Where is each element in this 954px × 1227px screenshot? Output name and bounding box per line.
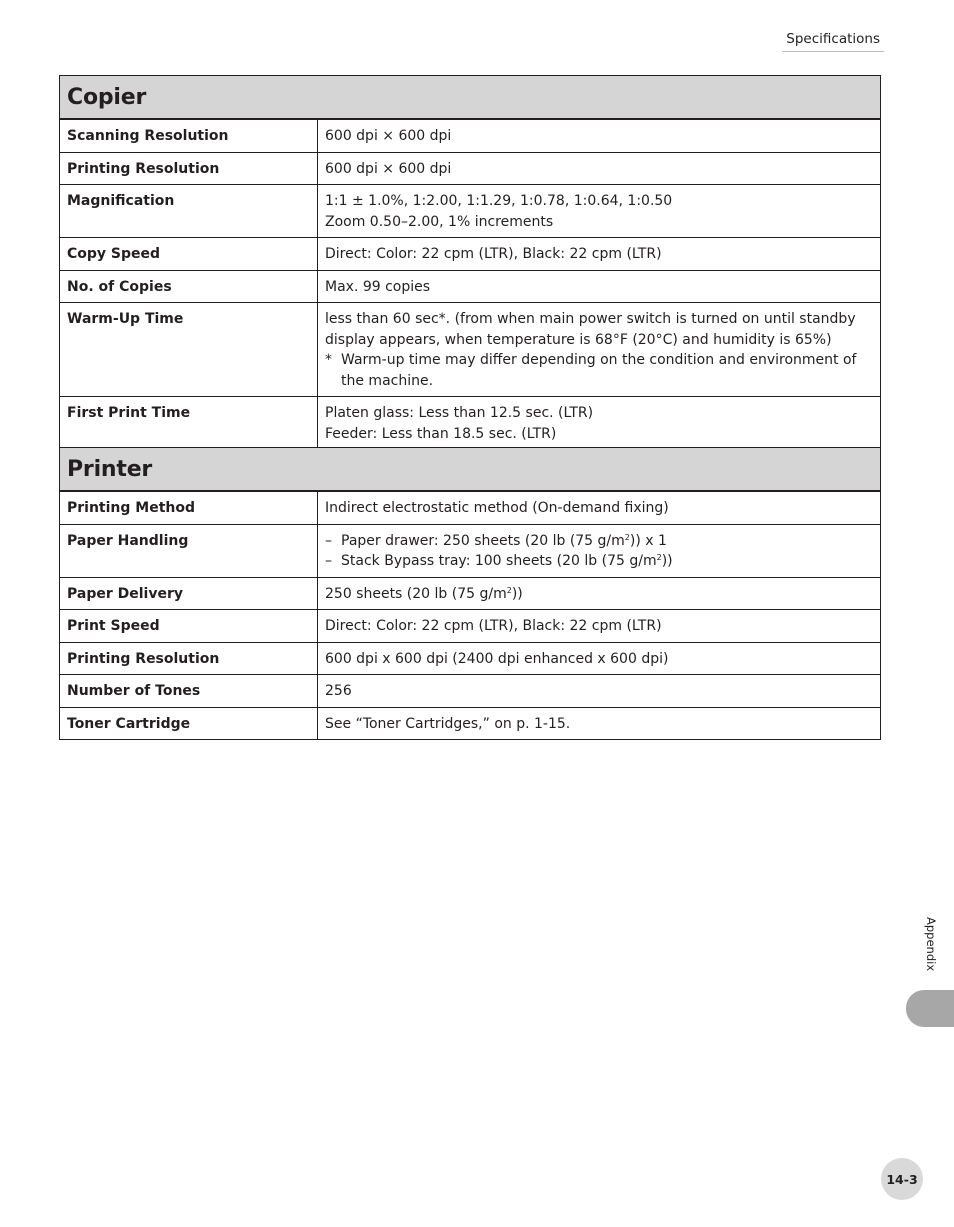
row-label: Printing Resolution [60, 643, 318, 675]
row-value [318, 578, 880, 610]
value-line: Zoom 0.50–2.00, 1% increments [325, 213, 554, 230]
value-line: 256 [325, 683, 352, 699]
table-row [60, 302, 880, 396]
value-line: 1:1 ± 1.0%, 1:2.00, 1:1.29, 1:0.78, 1:0.64, 1:0.50 [325, 193, 673, 209]
value-line: 600 dpi x 600 dpi (2400 dpi enhanced x 600 dpi) [325, 650, 669, 667]
footnote-mark: * [325, 352, 332, 368]
page-number-badge: 14-3 [881, 1158, 923, 1200]
superscript: 2 [506, 585, 512, 595]
row-label: No. of Copies [60, 271, 318, 303]
row-label: Printing Resolution [60, 153, 318, 185]
row-value [318, 397, 880, 449]
value-line: Direct: Color: 22 cpm (LTR), Black: 22 cpm (LTR) [325, 246, 662, 262]
value-line: 600 dpi × 600 dpi [325, 160, 452, 177]
row-value [318, 185, 880, 237]
row-label: Toner Cartridge [60, 708, 318, 740]
value-line: Direct: Color: 22 cpm (LTR), Black: 22 cpm (LTR) [325, 618, 662, 634]
table-row [60, 609, 880, 642]
row-value [318, 303, 880, 396]
table-row [60, 707, 880, 740]
row-value [318, 492, 880, 524]
list-item: – Stack Bypass tray: 100 sheets (20 lb (75 $g/m^2$)) [325, 551, 870, 572]
value-line: Max. 99 copies [325, 278, 431, 295]
value-line: See “Toner Cartridges,” on p. 1-15. [325, 715, 571, 732]
row-value [318, 153, 880, 185]
value-line: display appears, when temperature is 68°F (20°C) and humidity is 65%) [325, 331, 832, 348]
appendix-thumb-tab [906, 990, 954, 1027]
row-label: Scanning Resolution [60, 120, 318, 152]
row-value [318, 271, 880, 303]
printer-section-title: Printer [67, 456, 153, 482]
value-line: Indirect electrostatic method (On-demand fixing) [325, 500, 669, 516]
superscript: 2 [656, 553, 662, 562]
row-value [318, 610, 880, 642]
table-row [60, 270, 880, 303]
table-row [60, 524, 880, 577]
table-row [60, 577, 880, 610]
row-value [318, 708, 880, 740]
footnote [325, 350, 870, 391]
value-line: less than 60 sec*. (from when main power switch is turned on until standby [325, 311, 856, 327]
printer-spec-table [59, 447, 881, 740]
row-label: Warm-Up Time [60, 303, 318, 396]
row-label: Paper Handling [60, 525, 318, 577]
row-label: Print Speed [60, 610, 318, 642]
dash-bullet: – [325, 532, 332, 549]
row-label: Paper Delivery [60, 578, 318, 610]
table-row [60, 119, 880, 152]
copier-section-title: Copier [67, 84, 147, 110]
value-line: Platen glass: Less than 12.5 sec. (LTR) [325, 405, 594, 421]
table-row [60, 396, 880, 449]
copier-spec-table [59, 75, 881, 450]
appendix-side-label: Appendix [924, 917, 938, 972]
row-value [318, 120, 880, 152]
row-label: First Print Time [60, 397, 318, 449]
value-line: 250 sheets (20 lb (75 $g/m^2$)) [325, 585, 523, 602]
running-header-rule [782, 51, 884, 52]
running-header-title: Specifications [786, 31, 880, 47]
table-row [60, 491, 880, 524]
row-label: Number of Tones [60, 675, 318, 707]
table-row [60, 642, 880, 675]
table-row [60, 152, 880, 185]
copier-section-header [60, 76, 880, 119]
footnote-text: Warm-up time may differ depending on the condition and environment of the machine. [341, 352, 857, 389]
row-label: Magnification [60, 185, 318, 237]
superscript: 2 [624, 532, 630, 542]
table-row [60, 237, 880, 270]
printer-section-header [60, 448, 880, 491]
table-row [60, 674, 880, 707]
row-value [318, 675, 880, 707]
row-value [318, 238, 880, 270]
row-label: Copy Speed [60, 238, 318, 270]
table-row [60, 184, 880, 237]
value-line: 600 dpi × 600 dpi [325, 128, 452, 144]
dash-bullet: – [325, 553, 332, 569]
list-item: – Paper drawer: 250 sheets (20 lb (75 $g/m^2$)) x 1 [325, 531, 870, 552]
row-label: Printing Method [60, 492, 318, 524]
row-value [318, 525, 880, 577]
row-value [318, 643, 880, 675]
value-line: Feeder: Less than 18.5 sec. (LTR) [325, 425, 557, 442]
